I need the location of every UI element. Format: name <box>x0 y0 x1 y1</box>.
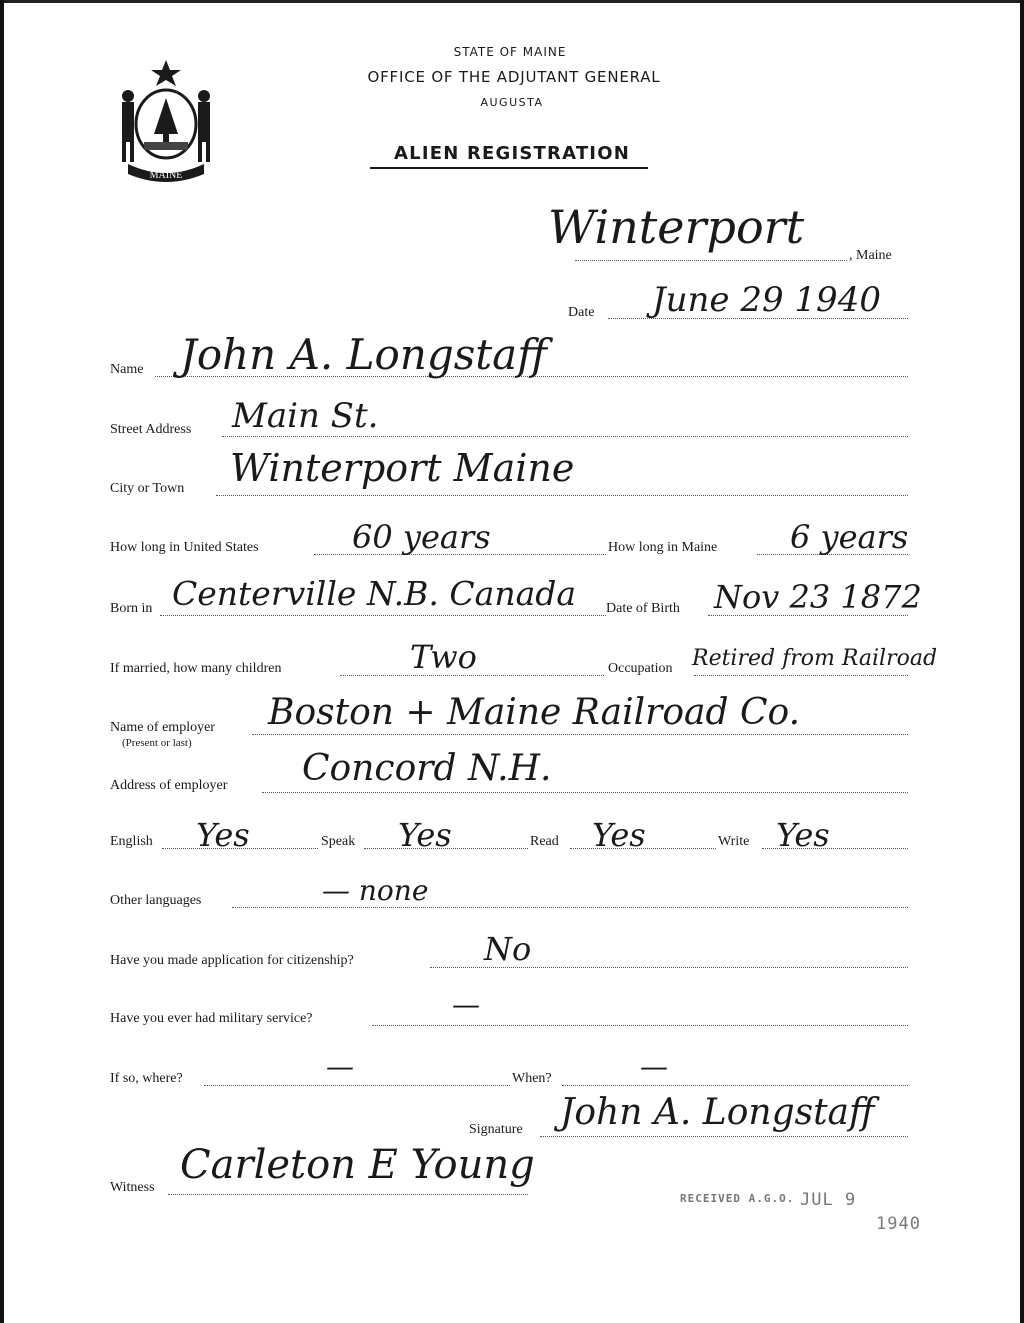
military-value: — <box>452 988 480 1021</box>
witness-value: Carleton E Young <box>180 1142 535 1188</box>
read-label: Read <box>530 834 559 849</box>
how-long-us-value: 60 years <box>352 518 491 556</box>
header-state: STATE OF MAINE <box>453 45 567 59</box>
other-languages-label: Other languages <box>110 893 202 908</box>
date-of-birth-value: Nov 23 1872 <box>714 578 922 616</box>
signature-label: Signature <box>469 1122 523 1137</box>
city-label: City or Town <box>110 481 185 496</box>
occupation-label: Occupation <box>608 661 673 676</box>
town-value: Winterport <box>548 200 805 254</box>
citizenship-value: No <box>484 930 532 968</box>
street-label: Street Address <box>110 422 192 437</box>
where-value: — <box>326 1050 354 1083</box>
city-line <box>216 495 908 496</box>
employer-address-line <box>262 792 908 793</box>
other-languages-line <box>232 907 908 908</box>
employer-value: Boston + Maine Railroad Co. <box>268 692 801 733</box>
speak-value: Yes <box>398 816 452 854</box>
occupation-line <box>694 675 908 676</box>
form-title: ALIEN REGISTRATION <box>394 143 630 164</box>
city-value: Winterport Maine <box>230 446 575 490</box>
town-line <box>575 260 847 261</box>
military-line <box>372 1025 908 1026</box>
maine-suffix-label: , Maine <box>849 248 892 263</box>
header-city: AUGUSTA <box>480 96 544 109</box>
employer-address-label: Address of employer <box>110 778 228 793</box>
english-label: English <box>110 834 153 849</box>
date-label: Date <box>568 305 595 320</box>
employer-label: Name of employer <box>110 720 215 735</box>
write-label: Write <box>718 834 750 849</box>
other-languages-value: — none <box>322 874 429 907</box>
street-value: Main St. <box>232 396 379 436</box>
scan-border-left <box>0 0 4 1323</box>
english-value: Yes <box>196 816 250 854</box>
born-in-label: Born in <box>110 601 153 616</box>
witness-line <box>168 1194 528 1195</box>
title-underline <box>370 167 648 169</box>
employer-address-value: Concord N.H. <box>302 748 552 789</box>
received-stamp-label: RECEIVED A.G.O. <box>680 1192 795 1205</box>
when-label: When? <box>512 1071 552 1086</box>
if-so-where-label: If so, where? <box>110 1071 183 1086</box>
date-value: June 29 1940 <box>652 280 881 320</box>
street-line <box>222 436 908 437</box>
witness-label: Witness <box>110 1180 155 1195</box>
if-so-where-line <box>204 1085 510 1086</box>
write-value: Yes <box>776 816 830 854</box>
born-in-line <box>160 615 606 616</box>
speak-label: Speak <box>321 834 356 849</box>
born-in-value: Centerville N.B. Canada <box>172 574 577 613</box>
how-long-maine-value: 6 years <box>790 518 909 556</box>
when-line <box>562 1085 908 1086</box>
employer-line <box>252 734 908 735</box>
scan-border-right <box>1020 0 1024 1323</box>
how-long-maine-label: How long in Maine <box>608 540 718 555</box>
signature-line <box>540 1136 908 1137</box>
employer-note: (Present or last) <box>122 737 192 749</box>
read-value: Yes <box>592 816 646 854</box>
when-value: — <box>640 1050 668 1083</box>
citizenship-label: Have you made application for citizenship? <box>110 953 354 968</box>
military-label: Have you ever had military service? <box>110 1011 313 1026</box>
seal-text: MAINE <box>149 170 183 181</box>
scan-border-top <box>0 0 1024 3</box>
received-stamp-year: 1940 <box>876 1214 921 1234</box>
signature-value: John A. Longstaff <box>560 1092 875 1133</box>
how-long-us-label: How long in United States <box>110 540 259 555</box>
occupation-value: Retired from Railroad <box>692 646 938 671</box>
name-value: John A. Longstaff <box>180 330 547 379</box>
date-of-birth-label: Date of Birth <box>606 601 680 616</box>
children-label: If married, how many children <box>110 661 282 676</box>
name-label: Name <box>110 362 144 377</box>
children-value: Two <box>410 638 477 676</box>
header-office: OFFICE OF THE ADJUTANT GENERAL <box>367 68 661 86</box>
received-stamp-date: JUL 9 <box>800 1190 857 1210</box>
